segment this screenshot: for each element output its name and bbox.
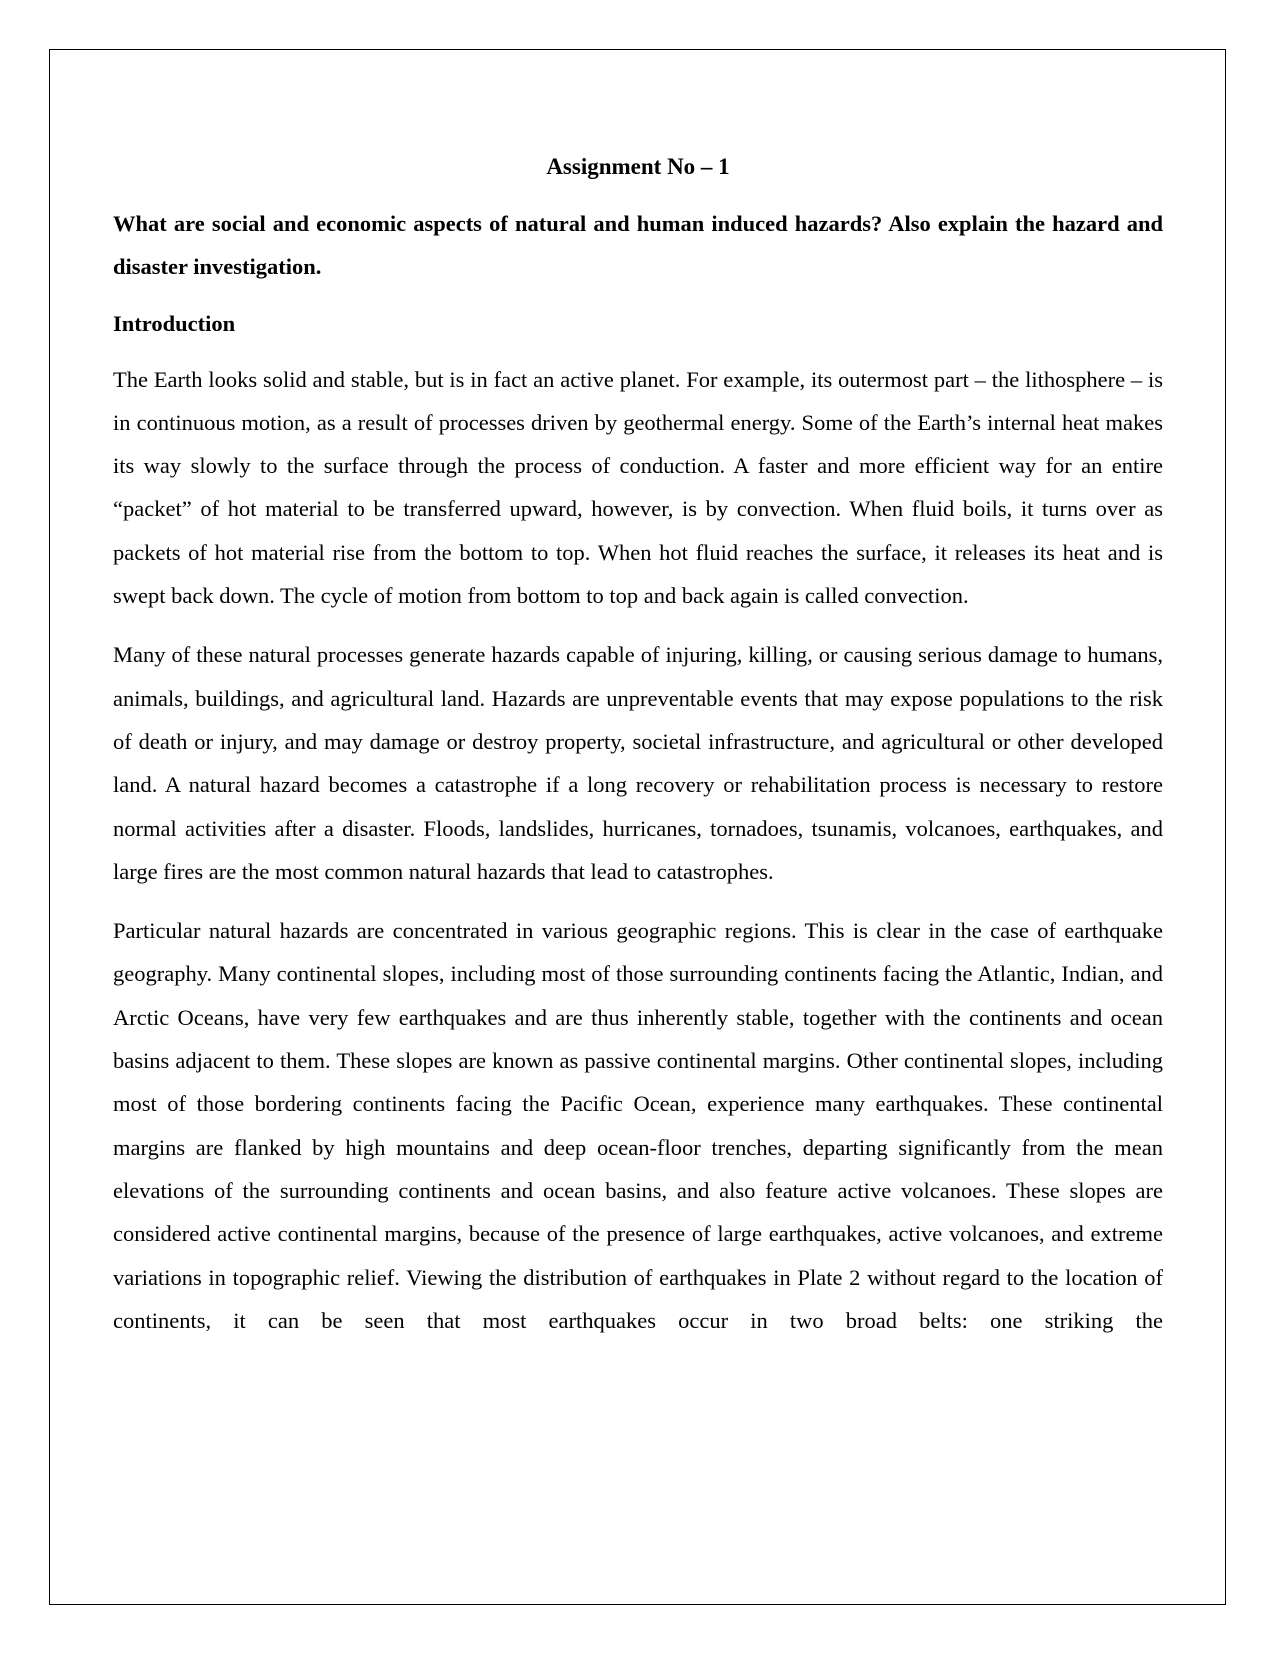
document-body bbox=[113, 145, 1163, 1358]
paragraph: Particular natural hazards are concentrated in various geographic regions. This is clear in the case of earthquake geography. Many continental slopes, including most of those surrounding continents facing the Atlantic, Indian, and Arctic Oceans, have very few earthquakes and are thus inherently stable, together with the continents and ocean basins adjacent to them. These slopes are known as passive continental margins. Other continental slopes, including most of those bordering continents facing the Pacific Ocean, experience many earthquakes. These continental margins are flanked by high mountains and deep ocean-floor trenches, departing significantly from the mean elevations of the surrounding continents and ocean basins, and also feature active volcanoes. These slopes are considered active continental margins, because of the presence of large earthquakes, active volcanoes, and extreme variations in topographic relief. Viewing the distribution of earthquakes in Plate 2 without regard to the location of continents, it can be seen that most earthquakes occur in two broad belts: one striking the bbox=[113, 918, 1163, 1333]
assignment-title: Assignment No – 1 bbox=[546, 154, 730, 179]
paragraph: Many of these natural processes generate hazards capable of injuring, killing, or causing serious damage to humans, animals, buildings, and agricultural land. Hazards are unpreventable events that may expose populations to the risk of death or injury, and may damage or destroy property, societal infrastructure, and agricultural or other developed land. A natural hazard becomes a catastrophe if a long recovery or rehabilitation process is necessary to restore normal activities after a disaster. Floods, landslides, hurricanes, tornadoes, tsunamis, volcanoes, earthquakes, and large fires are the most common natural hazards that lead to catastrophes. bbox=[113, 642, 1163, 884]
section-heading: Introduction bbox=[113, 310, 236, 336]
assignment-question: What are social and economic aspects of natural and human induced hazards? Also explain the hazard and disaster investigation. bbox=[113, 211, 1163, 280]
paragraph: The Earth looks solid and stable, but is in fact an active planet. For example, its outermost part – the lithosphere – is in continuous motion, as a result of processes driven by geothermal energy. Some of the Earth’s internal heat makes its way slowly to the surface through the process of conduction. A faster and more efficient way for an entire “packet” of hot material to be transferred upward, however, is by convection. When fluid boils, it turns over as packets of hot material rise from the bottom to top. When hot fluid reaches the surface, it releases its heat and is swept back down. The cycle of motion from bottom to top and back again is called convection. bbox=[113, 366, 1163, 609]
